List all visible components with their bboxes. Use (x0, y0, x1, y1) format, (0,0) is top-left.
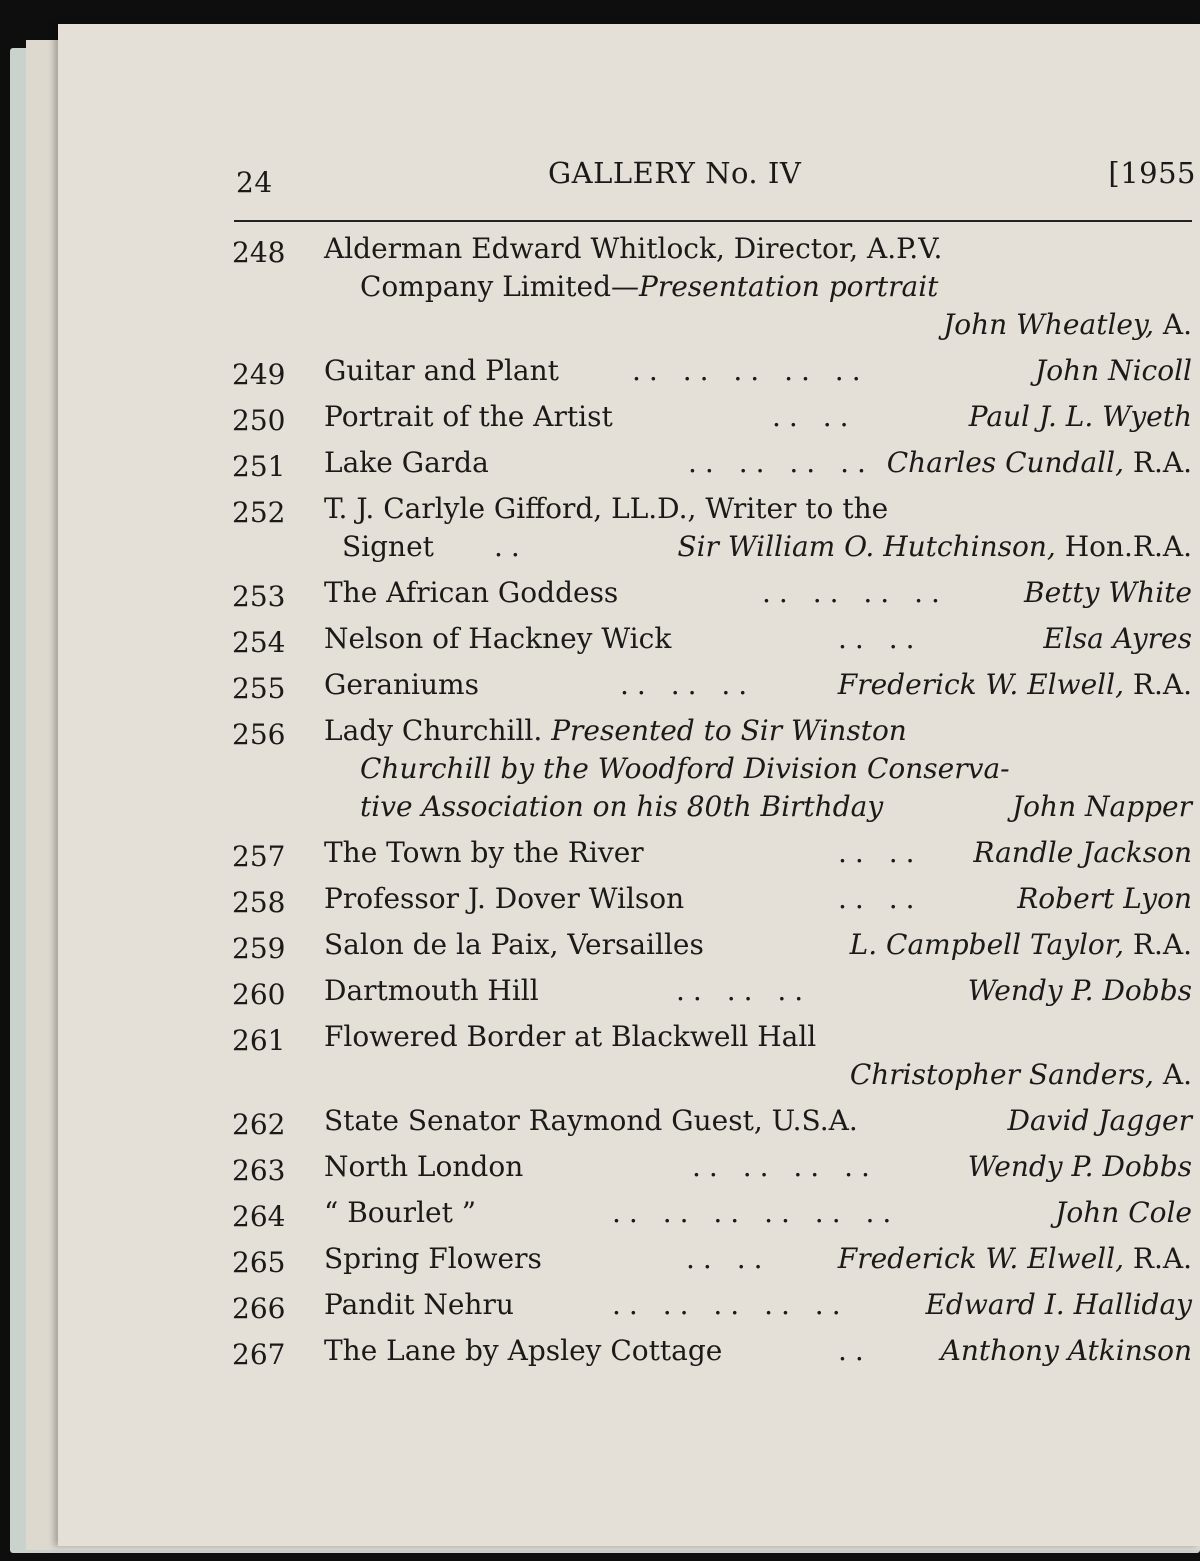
entry-253 (232, 574, 1192, 612)
entry-title-cont: Signet (342, 530, 434, 563)
entry-number: 256 (232, 718, 286, 751)
entry-artist: Edward I. Halliday (925, 1288, 1192, 1321)
entry-number: 248 (232, 236, 286, 269)
entry-number: 258 (232, 886, 286, 919)
entry-number: 251 (232, 450, 286, 483)
page-number: 24 (236, 166, 273, 199)
gallery-title: GALLERY No. IV (548, 156, 802, 190)
entry-265 (232, 1240, 1192, 1278)
entry-266 (232, 1286, 1192, 1324)
leader-dots: .. .. .. .. .. (612, 1288, 849, 1321)
running-header (236, 156, 1196, 206)
entry-255 (232, 666, 1192, 704)
entry-title: The African Goddess (324, 576, 619, 609)
entry-title: T. J. Carlyle Gifford, LL.D., Writer to the (324, 492, 889, 525)
leader-dots: .. .. .. .. (762, 576, 948, 609)
entry-number: 263 (232, 1154, 286, 1187)
entry-number: 255 (232, 672, 286, 705)
entry-number: 259 (232, 932, 286, 965)
entry-title: Salon de la Paix, Versailles (324, 928, 704, 961)
entry-title: Portrait of the Artist (324, 400, 613, 433)
entry-number: 253 (232, 580, 286, 613)
entry-249 (232, 352, 1192, 390)
entry-artist: John Cole (1055, 1196, 1192, 1229)
leader-dots: .. .. .. (620, 668, 756, 701)
entry-number: 265 (232, 1246, 286, 1279)
entry-title: Nelson of Hackney Wick (324, 622, 672, 655)
entry-artist: John Wheatley, A. (943, 308, 1192, 341)
leader-dots: .. (494, 530, 528, 563)
leader-dots: .. .. (838, 882, 923, 915)
entry-artist: L. Campbell Taylor, R.A. (849, 928, 1192, 961)
entry-267 (232, 1332, 1192, 1370)
entry-title-cont: tive Association on his 80th Birthday (360, 790, 884, 823)
header-rule (234, 220, 1192, 222)
entry-artist: Wendy P. Dobbs (967, 1150, 1192, 1183)
entry-248 (232, 230, 1192, 344)
entry-number: 262 (232, 1108, 286, 1141)
entry-number: 267 (232, 1338, 286, 1371)
entry-261 (232, 1018, 1192, 1094)
entry-title: Lady Churchill. Presented to Sir Winston (324, 714, 907, 747)
leader-dots: .. .. .. .. (692, 1150, 878, 1183)
entry-title: The Town by the River (324, 836, 644, 869)
entry-number: 261 (232, 1024, 286, 1057)
entry-256 (232, 712, 1192, 826)
entry-264 (232, 1194, 1192, 1232)
leader-dots: .. .. .. .. (688, 446, 874, 479)
entry-number: 252 (232, 496, 286, 529)
entry-title: North London (324, 1150, 524, 1183)
entry-title: Alderman Edward Whitlock, Director, A.P.V. (324, 232, 943, 265)
leader-dots: .. .. .. (676, 974, 812, 1007)
entry-artist: Elsa Ayres (1043, 622, 1192, 655)
entry-artist: John Napper (1011, 790, 1192, 823)
entry-artist: David Jagger (1007, 1104, 1192, 1137)
entry-artist: Charles Cundall, R.A. (886, 446, 1192, 479)
leader-dots: .. .. (838, 836, 923, 869)
entry-title: Geraniums (324, 668, 479, 701)
leader-dots: .. .. (772, 400, 857, 433)
entry-number: 249 (232, 358, 286, 391)
entry-title-cont: Company Limited—Presentation portrait (360, 270, 939, 303)
entry-title: Lake Garda (324, 446, 489, 479)
entry-artist: John Nicoll (1035, 354, 1192, 387)
entry-title: State Senator Raymond Guest, U.S.A. (324, 1104, 858, 1137)
entry-title: Flowered Border at Blackwell Hall (324, 1020, 817, 1053)
entry-title: Professor J. Dover Wilson (324, 882, 685, 915)
entry-artist: Randle Jackson (973, 836, 1192, 869)
entry-258 (232, 880, 1192, 918)
entry-title: “ Bourlet ” (324, 1196, 477, 1229)
leader-dots: .. .. .. .. .. (632, 354, 869, 387)
entry-number: 254 (232, 626, 286, 659)
entry-259 (232, 926, 1192, 964)
entry-artist: Sir William O. Hutchinson, Hon.R.A. (677, 530, 1192, 563)
entry-250 (232, 398, 1192, 436)
leader-dots: .. .. (838, 622, 923, 655)
entry-254 (232, 620, 1192, 658)
entry-title: Guitar and Plant (324, 354, 559, 387)
entry-number: 264 (232, 1200, 286, 1233)
entry-title: Pandit Nehru (324, 1288, 514, 1321)
leader-dots: .. (838, 1334, 872, 1367)
entry-title: Spring Flowers (324, 1242, 542, 1275)
entry-number: 260 (232, 978, 286, 1011)
entry-title-cont: Churchill by the Woodford Division Conserva- (360, 752, 1010, 785)
entry-artist: Anthony Atkinson (940, 1334, 1192, 1367)
entry-artist: Paul J. L. Wyeth (968, 400, 1192, 433)
entry-title: Dartmouth Hill (324, 974, 539, 1007)
entry-251 (232, 444, 1192, 482)
entry-artist: Frederick W. Elwell, R.A. (837, 668, 1192, 701)
leader-dots: .. .. .. .. .. .. (612, 1196, 900, 1229)
entry-252 (232, 490, 1192, 566)
catalogue-year: [1955 (1108, 156, 1196, 190)
entry-262 (232, 1102, 1192, 1140)
entry-artist: Robert Lyon (1017, 882, 1192, 915)
entry-260 (232, 972, 1192, 1010)
entry-artist: Betty White (1024, 576, 1192, 609)
entry-title: The Lane by Apsley Cottage (324, 1334, 723, 1367)
leader-dots: .. .. (686, 1242, 771, 1275)
entry-257 (232, 834, 1192, 872)
entry-artist: Wendy P. Dobbs (967, 974, 1192, 1007)
entry-artist: Christopher Sanders, A. (849, 1058, 1192, 1091)
entry-263 (232, 1148, 1192, 1186)
entry-number: 250 (232, 404, 286, 437)
catalogue-page (58, 24, 1200, 1546)
entry-number: 257 (232, 840, 286, 873)
entry-number: 266 (232, 1292, 286, 1325)
entry-artist: Frederick W. Elwell, R.A. (837, 1242, 1192, 1275)
entry-list (232, 230, 1192, 1378)
